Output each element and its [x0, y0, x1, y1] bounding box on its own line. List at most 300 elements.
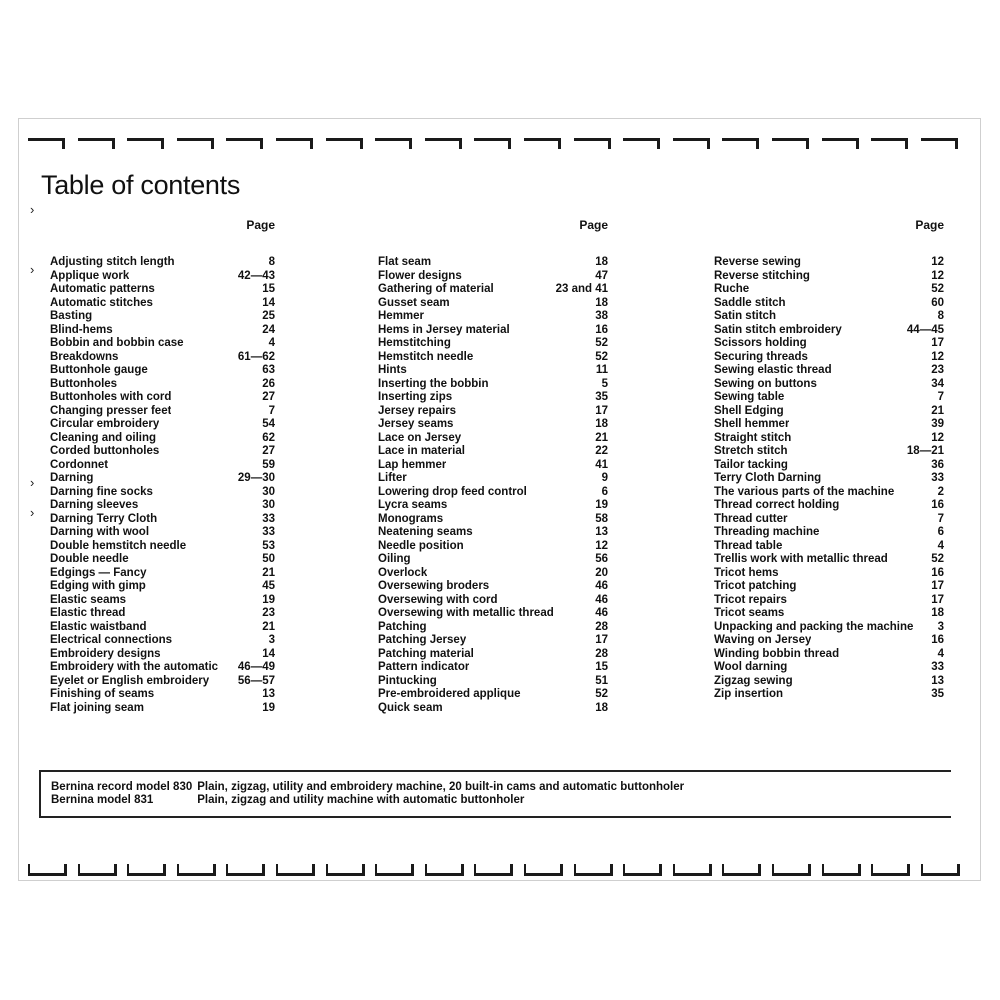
toc-entry-page: 18—21: [906, 445, 944, 457]
margin-mark: ›: [30, 505, 35, 520]
toc-entry-label: Automatic stitches: [50, 296, 153, 309]
toc-entry: [714, 594, 944, 608]
toc-entry: [50, 688, 275, 702]
toc-entry-page: 3: [937, 620, 944, 633]
toc-entry: [378, 553, 608, 567]
toc-entry-label: Applique work: [50, 269, 130, 282]
toc-entry: [714, 540, 944, 554]
binding-hole: [78, 138, 115, 149]
toc-entry-label: Patching: [378, 620, 427, 633]
toc-entry: [378, 675, 608, 689]
toc-entry-page: 46: [595, 607, 608, 619]
page-column-header: Page: [246, 218, 275, 232]
toc-entry-page: 56—57: [237, 674, 275, 687]
toc-entry-label: Sewing elastic thread: [714, 364, 832, 376]
toc-entry-label: Darning fine socks: [50, 485, 153, 498]
toc-entry-label: Lap hemmer: [378, 458, 447, 471]
toc-entry-page: 17: [931, 580, 944, 592]
toc-entry: [50, 351, 275, 365]
toc-entry-page: 19: [595, 499, 608, 511]
toc-entry-page: 7: [268, 404, 275, 417]
toc-entry-page: 18: [595, 701, 608, 714]
toc-entry-label: Oversewing broders: [378, 580, 490, 592]
toc-entry-page: 22: [595, 445, 608, 457]
toc-entry-page: 29—30: [237, 472, 275, 484]
toc-entry-page: 42—43: [237, 269, 275, 282]
toc-entry-list: [50, 256, 275, 715]
toc-entry-page: 28: [595, 647, 608, 660]
binding-hole: [722, 138, 759, 149]
toc-entry: [50, 364, 275, 378]
binding-hole: [822, 138, 859, 149]
toc-entry-label: Darning sleeves: [50, 499, 139, 511]
toc-entry-label: Basting: [50, 310, 93, 322]
toc-entry-label: Inserting zips: [378, 391, 453, 403]
toc-entry: [378, 621, 608, 635]
toc-entry-label: Pintucking: [378, 674, 437, 687]
toc-entry-page: 18: [595, 296, 608, 309]
toc-entry-page: 9: [601, 472, 608, 484]
toc-entry-page: 23: [931, 364, 944, 376]
binding-hole: [326, 138, 363, 149]
toc-entry-label: The various parts of the machine: [714, 485, 895, 498]
toc-entry: [50, 270, 275, 284]
toc-entry-page: 35: [595, 391, 608, 403]
toc-entry: [50, 648, 275, 662]
binding-hole: [921, 864, 960, 876]
model-description: Plain, zigzag, utility and embroidery machine, 20 built-in cams and automatic buttonholer: [197, 781, 685, 793]
toc-entry-page: 16: [931, 499, 944, 511]
toc-entry: [50, 513, 275, 527]
toc-entry-label: Embroidery with the automatic: [50, 661, 219, 673]
toc-entry-page: 12: [931, 256, 944, 268]
toc-entry-list: [714, 256, 944, 702]
toc-entry-page: 30: [262, 485, 275, 498]
toc-entry-label: Ruche: [714, 283, 750, 295]
toc-entry-label: Waving on Jersey: [714, 634, 812, 646]
toc-entry-page: 17: [931, 593, 944, 606]
toc-entry-label: Oversewing with cord: [378, 593, 498, 606]
toc-entry: [714, 661, 944, 675]
toc-entry-page: 35: [931, 688, 944, 700]
toc-entry-label: Tricot seams: [714, 607, 785, 619]
toc-entry: [50, 378, 275, 392]
toc-entry: [50, 459, 275, 473]
toc-entry-label: Elastic seams: [50, 593, 127, 606]
toc-entry: [378, 297, 608, 311]
toc-entry-label: Tricot hems: [714, 566, 779, 579]
toc-entry-page: 13: [595, 526, 608, 538]
toc-entry: [50, 621, 275, 635]
toc-entry-page: 11: [595, 364, 608, 376]
binding-hole: [226, 138, 263, 149]
toc-entry-label: Quick seam: [378, 701, 443, 714]
toc-entry-page: 25: [262, 310, 275, 322]
toc-entry-page: 23: [262, 607, 275, 619]
toc-entry-label: Stretch stitch: [714, 445, 788, 457]
toc-entry-list: [378, 256, 608, 715]
binding-hole: [772, 864, 811, 876]
toc-entry: [378, 337, 608, 351]
toc-entry-page: 46: [595, 580, 608, 592]
toc-entry: [50, 445, 275, 459]
toc-entry-label: Thread correct holding: [714, 499, 840, 511]
toc-entry-label: Breakdowns: [50, 350, 119, 363]
toc-entry: [714, 648, 944, 662]
toc-entry-label: Pattern indicator: [378, 661, 470, 673]
toc-entry: [378, 324, 608, 338]
toc-entry: [50, 310, 275, 324]
toc-entry-label: Shell Edging: [714, 404, 784, 417]
toc-entry-page: 38: [595, 310, 608, 322]
toc-entry-page: 16: [595, 323, 608, 336]
toc-entry-label: Trellis work with metallic thread: [714, 553, 888, 565]
toc-entry-page: 53: [262, 539, 275, 552]
toc-entry: [50, 297, 275, 311]
toc-entry-label: Securing threads: [714, 350, 808, 363]
toc-entry-label: Tailor tacking: [714, 458, 788, 471]
toc-entry-label: Buttonholes with cord: [50, 391, 172, 403]
binding-hole: [226, 864, 265, 876]
toc-entry-page: 3: [268, 634, 275, 646]
toc-entry-page: 18: [931, 607, 944, 619]
toc-entry-page: 5: [601, 377, 608, 390]
toc-entry: [378, 418, 608, 432]
toc-entry-page: 58: [595, 512, 608, 525]
toc-entry: [378, 594, 608, 608]
toc-entry-label: Gusset seam: [378, 296, 450, 309]
toc-entry-label: Tricot repairs: [714, 593, 787, 606]
binding-hole: [871, 864, 910, 876]
toc-entry-label: Changing presser feet: [50, 404, 172, 417]
toc-entry-label: Scissors holding: [714, 337, 807, 349]
toc-entry-label: Embroidery designs: [50, 647, 161, 660]
toc-entry: [714, 310, 944, 324]
toc-entry-label: Double hemstitch needle: [50, 539, 187, 552]
toc-entry-page: 4: [937, 539, 944, 552]
toc-entry-page: 2: [937, 485, 944, 498]
toc-entry: [378, 472, 608, 486]
toc-entry-label: Buttonholes: [50, 377, 118, 390]
binding-hole: [921, 138, 958, 149]
toc-entry-label: Gathering of material: [378, 283, 494, 295]
toc-entry: [378, 270, 608, 284]
toc-entry: [378, 432, 608, 446]
toc-entry: [714, 324, 944, 338]
toc-entry-label: Flower designs: [378, 269, 462, 282]
toc-entry-label: Monograms: [378, 512, 444, 525]
toc-entry-page: 16: [931, 566, 944, 579]
toc-entry-label: Hemstitching: [378, 337, 451, 349]
toc-entry: [714, 499, 944, 513]
toc-entry-page: 45: [262, 580, 275, 592]
toc-entry-page: 6: [937, 526, 944, 538]
toc-entry-label: Electrical connections: [50, 634, 173, 646]
toc-entry: [50, 418, 275, 432]
toc-entry: [378, 351, 608, 365]
toc-entry-label: Terry Cloth Darning: [714, 472, 822, 484]
toc-entry: [714, 675, 944, 689]
toc-entry-label: Flat joining seam: [50, 701, 144, 714]
toc-entry-label: Elastic thread: [50, 607, 126, 619]
toc-entry-label: Patching Jersey: [378, 634, 467, 646]
toc-entry: [50, 324, 275, 338]
toc-entry: [50, 567, 275, 581]
toc-entry: [378, 526, 608, 540]
binding-hole: [623, 864, 662, 876]
toc-entry-label: Cleaning and oiling: [50, 431, 157, 444]
binding-hole: [425, 864, 464, 876]
toc-entry-page: 60: [931, 296, 944, 309]
toc-entry: [714, 337, 944, 351]
toc-entry-label: Jersey repairs: [378, 404, 457, 417]
toc-entry: [714, 283, 944, 297]
binding-hole: [375, 864, 414, 876]
model-line: [51, 781, 684, 793]
toc-entry-page: 19: [262, 701, 275, 714]
toc-entry-page: 59: [262, 458, 275, 471]
toc-entry: [378, 283, 608, 297]
toc-entry-label: Edging with gimp: [50, 580, 146, 592]
binding-hole: [78, 864, 117, 876]
toc-entry: [50, 391, 275, 405]
toc-entry-page: 21: [595, 431, 608, 444]
toc-entry-label: Lifter: [378, 472, 407, 484]
toc-entry: [714, 634, 944, 648]
toc-entry-page: 52: [931, 553, 944, 565]
toc-entry-page: 16: [931, 634, 944, 646]
toc-entry-page: 51: [595, 674, 608, 687]
toc-entry-label: Unpacking and packing the machine: [714, 620, 914, 633]
model-line: [51, 794, 524, 806]
binding-hole: [177, 864, 216, 876]
toc-entry-page: 41: [595, 458, 608, 471]
toc-entry: [50, 675, 275, 689]
toc-entry: [50, 634, 275, 648]
toc-entry: [378, 567, 608, 581]
toc-entry-label: Satin stitch: [714, 310, 776, 322]
binding-hole: [474, 864, 513, 876]
toc-entry: [50, 486, 275, 500]
toc-entry-label: Flat seam: [378, 256, 432, 268]
toc-entry: [50, 337, 275, 351]
toc-entry-page: 12: [595, 539, 608, 552]
toc-entry: [714, 472, 944, 486]
toc-entry-page: 13: [931, 674, 944, 687]
toc-entry-page: 63: [262, 364, 275, 376]
toc-entry: [714, 486, 944, 500]
binding-hole: [276, 138, 313, 149]
binding-hole: [524, 864, 563, 876]
toc-entry-page: 17: [931, 337, 944, 349]
toc-entry: [50, 540, 275, 554]
binding-hole: [722, 864, 761, 876]
toc-entry-label: Finishing of seams: [50, 688, 155, 700]
toc-entry: [378, 499, 608, 513]
toc-entry-label: Overlock: [378, 566, 428, 579]
toc-entry-page: 56: [595, 553, 608, 565]
toc-entry-page: 34: [931, 377, 944, 390]
toc-entry-page: 46: [595, 593, 608, 606]
toc-entry-page: 8: [937, 310, 944, 322]
binding-hole: [673, 864, 712, 876]
toc-entry-label: Automatic patterns: [50, 283, 155, 295]
toc-entry-page: 12: [931, 350, 944, 363]
binding-hole: [326, 864, 365, 876]
binding-hole: [574, 864, 613, 876]
toc-entry-label: Buttonhole gauge: [50, 364, 148, 376]
toc-entry-label: Edgings — Fancy: [50, 566, 147, 579]
toc-entry-label: Lycra seams: [378, 499, 448, 511]
binding-hole: [822, 864, 861, 876]
binding-hole: [871, 138, 908, 149]
toc-entry-label: Thread cutter: [714, 512, 788, 525]
toc-entry-label: Elastic waistband: [50, 620, 147, 633]
toc-entry: [714, 297, 944, 311]
toc-entry-label: Sewing on buttons: [714, 377, 817, 390]
toc-entry-page: 21: [262, 620, 275, 633]
toc-entry-page: 33: [262, 526, 275, 538]
toc-entry-label: Darning Terry Cloth: [50, 512, 158, 525]
toc-entry-page: 39: [931, 418, 944, 430]
toc-entry-page: 30: [262, 499, 275, 511]
toc-entry: [714, 351, 944, 365]
toc-entry-label: Reverse sewing: [714, 256, 801, 268]
toc-entry: [714, 621, 944, 635]
toc-entry-label: Darning with wool: [50, 526, 150, 538]
toc-entry-page: 19: [262, 593, 275, 606]
toc-entry-label: Patching material: [378, 647, 474, 660]
toc-entry-page: 47: [595, 269, 608, 282]
binding-hole: [28, 864, 67, 876]
page-column-header: Page: [579, 218, 608, 232]
toc-entry-page: 13: [262, 688, 275, 700]
binding-hole: [673, 138, 710, 149]
toc-entry-label: Double needle: [50, 553, 129, 565]
model-name: Bernina record model 830: [51, 781, 193, 793]
toc-entry-page: 46—49: [237, 661, 275, 673]
margin-mark: ›: [30, 475, 35, 490]
toc-entry-label: Oversewing with metallic thread: [378, 607, 554, 619]
toc-entry-page: 52: [595, 350, 608, 363]
model-name: Bernina model 831: [51, 794, 154, 806]
binding-hole: [623, 138, 660, 149]
toc-entry: [714, 526, 944, 540]
toc-entry: [714, 607, 944, 621]
toc-entry-page: 27: [262, 391, 275, 403]
toc-entry-page: 36: [931, 458, 944, 471]
toc-entry-page: 52: [595, 337, 608, 349]
toc-entry-page: 17: [595, 404, 608, 417]
toc-entry: [378, 634, 608, 648]
toc-entry: [714, 688, 944, 702]
toc-entry-page: 23 and 41: [555, 283, 608, 295]
toc-entry: [714, 445, 944, 459]
toc-entry-label: Lace on Jersey: [378, 431, 462, 444]
toc-entry-label: Needle position: [378, 539, 464, 552]
toc-entry: [714, 432, 944, 446]
toc-entry-page: 14: [262, 296, 275, 309]
toc-entry-label: Hints: [378, 364, 407, 376]
toc-entry: [378, 486, 608, 500]
toc-entry-page: 6: [601, 485, 608, 498]
toc-entry: [714, 553, 944, 567]
toc-entry-label: Shell hemmer: [714, 418, 790, 430]
toc-entry-label: Wool darning: [714, 661, 788, 673]
toc-entry: [378, 661, 608, 675]
toc-entry: [714, 567, 944, 581]
toc-entry-page: 20: [595, 566, 608, 579]
toc-entry: [714, 364, 944, 378]
toc-entry-label: Threading machine: [714, 526, 820, 538]
toc-entry-label: Hems in Jersey material: [378, 323, 510, 336]
toc-entry-label: Bobbin and bobbin case: [50, 337, 184, 349]
toc-entry: [50, 702, 275, 716]
margin-mark: ›: [30, 202, 35, 217]
toc-entry-page: 21: [931, 404, 944, 417]
binding-hole: [425, 138, 462, 149]
toc-entry-label: Thread table: [714, 539, 783, 552]
binding-hole: [524, 138, 561, 149]
toc-entry-label: Circular embroidery: [50, 418, 160, 430]
toc-entry-page: 27: [262, 445, 275, 457]
toc-entry: [50, 661, 275, 675]
binding-hole: [276, 864, 315, 876]
toc-entry-label: Darning: [50, 472, 94, 484]
binding-hole: [127, 138, 164, 149]
toc-entry: [378, 648, 608, 662]
toc-entry-page: 18: [595, 256, 608, 268]
toc-entry-page: 4: [268, 337, 275, 349]
toc-entry-label: Adjusting stitch length: [50, 256, 175, 268]
toc-entry-page: 24: [262, 323, 275, 336]
toc-entry-label: Corded buttonholes: [50, 445, 160, 457]
toc-entry: [378, 580, 608, 594]
toc-entry-label: Eyelet or English embroidery: [50, 674, 210, 687]
binding-hole: [375, 138, 412, 149]
toc-entry-page: 14: [262, 647, 275, 660]
toc-entry: [714, 378, 944, 392]
toc-entry: [378, 459, 608, 473]
toc-entry-page: 26: [262, 377, 275, 390]
toc-entry: [378, 256, 608, 270]
toc-entry: [714, 459, 944, 473]
toc-entry: [714, 256, 944, 270]
toc-entry-page: 33: [931, 472, 944, 484]
toc-entry: [50, 472, 275, 486]
binding-holes-bottom: [28, 862, 972, 878]
model-description: Plain, zigzag and utility machine with automatic buttonholer: [197, 794, 525, 806]
toc-entry-label: Pre-embroidered applique: [378, 688, 521, 700]
toc-entry-label: Zip insertion: [714, 688, 783, 700]
toc-entry-label: Oiling: [378, 553, 411, 565]
toc-entry-page: 28: [595, 620, 608, 633]
toc-entry-label: Lowering drop feed control: [378, 485, 527, 498]
toc-entry: [50, 499, 275, 513]
toc-entry-label: Inserting the bobbin: [378, 377, 489, 390]
toc-entry-label: Hemstitch needle: [378, 350, 474, 363]
toc-entry: [50, 405, 275, 419]
model-footer: [39, 770, 951, 818]
toc-entry-label: Cordonnet: [50, 458, 109, 471]
toc-entry-page: 7: [937, 391, 944, 403]
toc-entry-label: Blind-hems: [50, 323, 113, 336]
toc-entry-page: 52: [595, 688, 608, 700]
toc-entry-label: Sewing table: [714, 391, 785, 403]
binding-hole: [28, 138, 65, 149]
toc-entry-page: 62: [262, 431, 275, 444]
toc-entry-page: 12: [931, 431, 944, 444]
